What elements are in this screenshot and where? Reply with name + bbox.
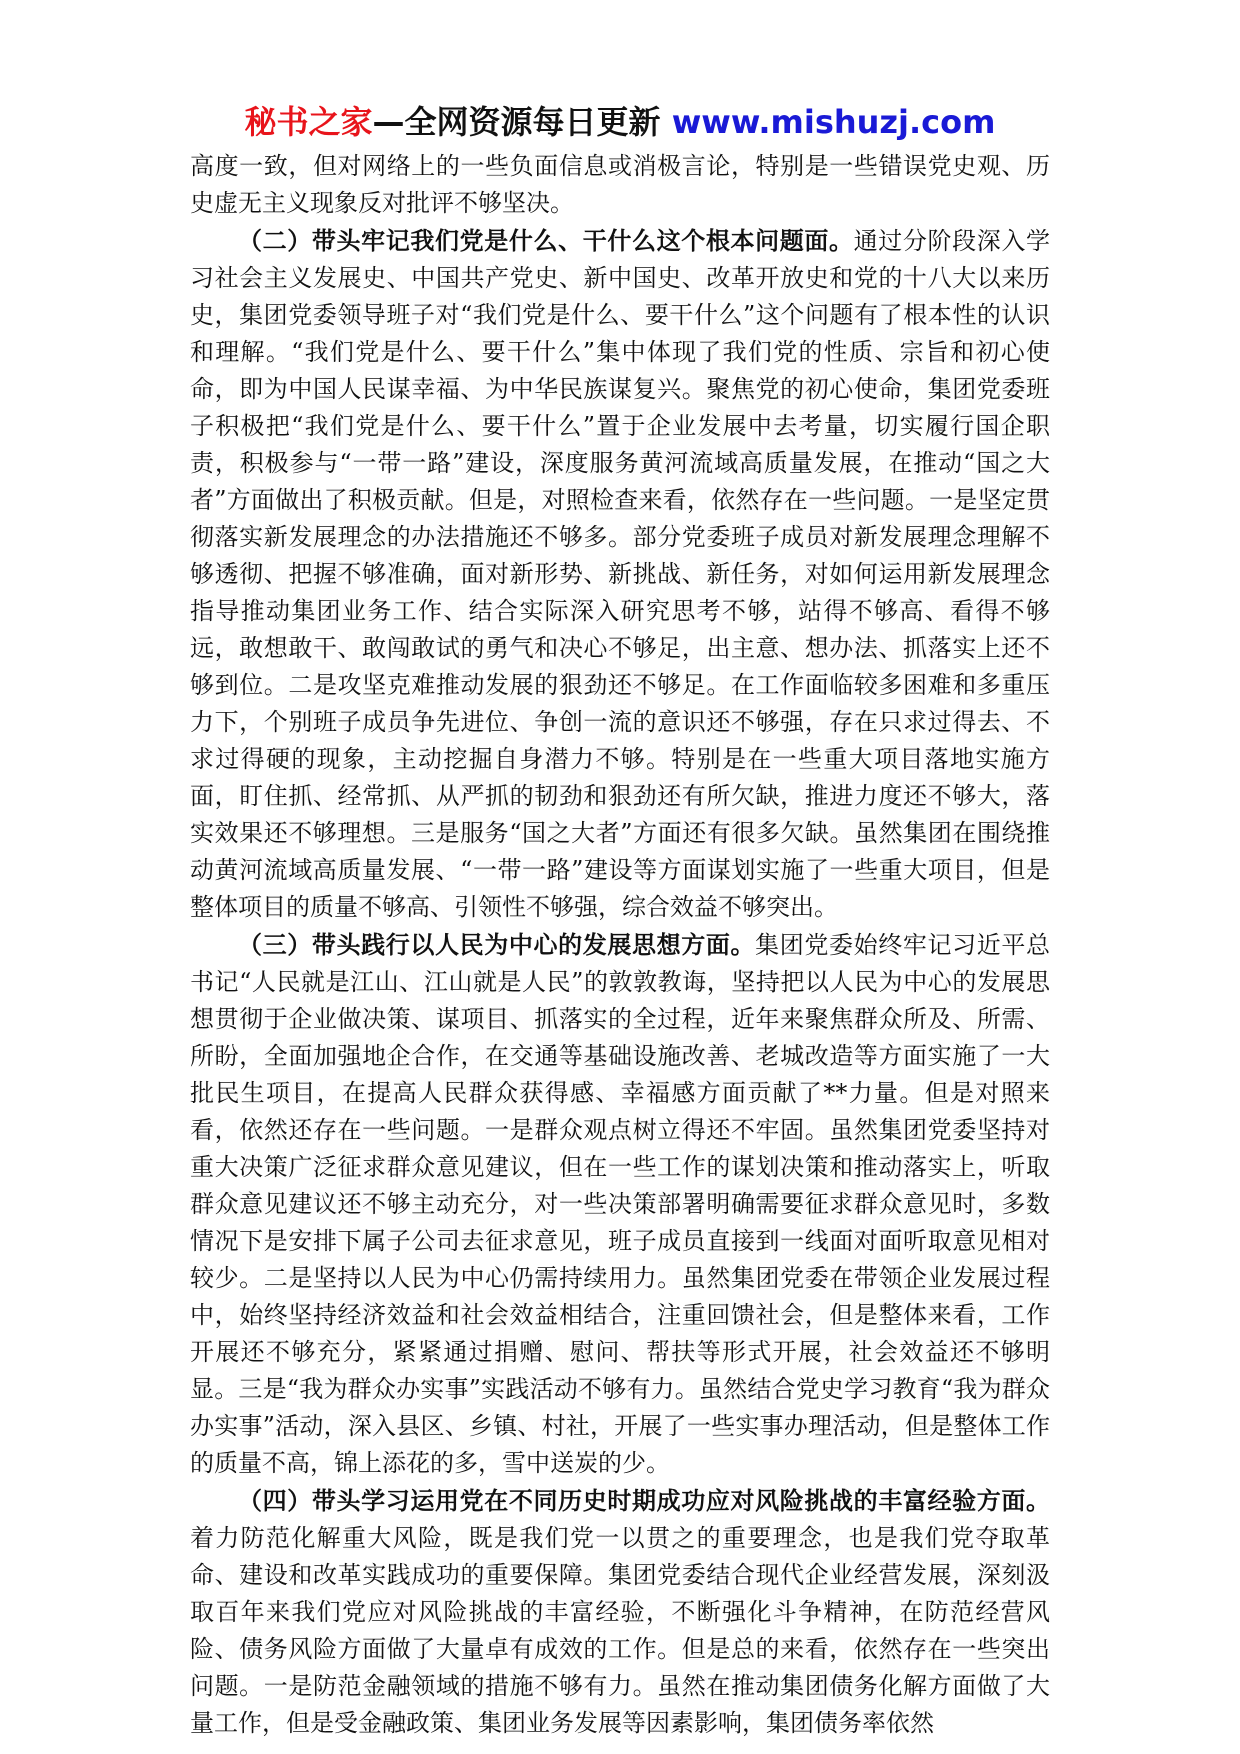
site-url-link[interactable]: www.mishuzj.com — [671, 103, 996, 141]
section-paragraph-4 — [190, 1482, 1050, 1742]
section-paragraph-3 — [190, 926, 1050, 1482]
banner-slogan: —全网资源每日更新 — [372, 103, 672, 141]
paragraph-text: 集团党委始终牢记习近平总书记“人民就是江山、江山就是人民”的敦敦教诲，坚持把以人民为中心的发展思想贯彻于企业做决策、谋项目、抓落实的全过程，近年来聚焦群众所及、所需、所盼，全面加强地企合作，在交通等基础设施改善、老城改造等方面实施了一大批民生项目，在提高人民群众获得感、幸福感方面贡献了**力量。但是对照来看，依然还存在一些问题。一是群众观点树立得还不牢固。虽然集团党委坚持对重大决策广泛征求群众意见建议，但在一些工作的谋划决策和推动落实上，听取群众意见建议还不够主动充分，对一些决策部署明确需要征求群众意见时，多数情况下是安排下属子公司去征求意见，班子成员直接到一线面对面听取意见相对较少。二是坚持以人民为中心仍需持续用力。虽然集团党委在带领企业发展过程中，始终坚持经济效益和社会效益相结合，注重回馈社会，但是整体来看，工作开展还不够充分，紧紧通过捐赠、慰问、帮扶等形式开展，社会效益还不够明显。三是“我为群众办实事”实践活动不够有力。虽然结合党史学习教育“我为群众办实事”活动，深入县区、乡镇、村社，开展了一些实事办理活动，但是整体工作的质量不高，锦上添花的多，雪中送炭的少。 — [190, 931, 1050, 1477]
document-body — [190, 148, 1050, 1742]
paragraph-continuation — [190, 148, 1050, 222]
section-heading: （二）带头牢记我们党是什么、干什么这个根本问题面。 — [238, 226, 854, 255]
section-heading: （四）带头学习运用党在不同历史时期成功应对风险挑战的丰富经验方面。 — [238, 1486, 1050, 1515]
paragraph-text: 着力防范化解重大风险，既是我们党一以贯之的重要理念，也是我们党夺取革命、建设和改革实践成功的重要保障。集团党委结合现代企业经营发展，深刻汲取百年来我们党应对风险挑战的丰富经验，不断强化斗争精神，在防范经营风险、债务风险方面做了大量卓有成效的工作。但是总的来看，依然存在一些突出问题。一是防范金融领域的措施不够有力。虽然在推动集团债务化解方面做了大量工作，但是受金融政策、集团业务发展等因素影响，集团债务率依然 — [190, 1524, 1050, 1737]
paragraph-text: 高度一致，但对网络上的一些负面信息或消极言论，特别是一些错误党史观、历史虚无主义现象反对批评不够坚决。 — [190, 152, 1050, 217]
site-banner — [0, 100, 1240, 144]
paragraph-text: 通过分阶段深入学习社会主义发展史、中国共产党史、新中国史、改革开放史和党的十八大以来历史，集团党委领导班子对“我们党是什么、要干什么”这个问题有了根本性的认识和理解。“我们党是什么、要干什么”集中体现了我们党的性质、宗旨和初心使命，即为中国人民谋幸福、为中华民族谋复兴。聚焦党的初心使命，集团党委班子积极把“我们党是什么、要干什么”置于企业发展中去考量，切实履行国企职责，积极参与“一带一路”建设，深度服务黄河流域高质量发展，在推动“国之大者”方面做出了积极贡献。但是，对照检查来看，依然存在一些问题。一是坚定贯彻落实新发展理念的办法措施还不够多。部分党委班子成员对新发展理念理解不够透彻、把握不够准确，面对新形势、新挑战、新任务，对如何运用新发展理念指导推动集团业务工作、结合实际深入研究思考不够，站得不够高、看得不够远，敢想敢干、敢闯敢试的勇气和决心不够足，出主意、想办法、抓落实上还不够到位。二是攻坚克难推动发展的狠劲还不够足。在工作面临较多困难和多重压力下，个别班子成员争先进位、争创一流的意识还不够强，存在只求过得去、不求过得硬的现象，主动挖掘自身潜力不够。特别是在一些重大项目落地实施方面，盯住抓、经常抓、从严抓的韧劲和狠劲还有所欠缺，推进力度还不够大，落实效果还不够理想。三是服务“国之大者”方面还有很多欠缺。虽然集团在围绕推动黄河流域高质量发展、“一带一路”建设等方面谋划实施了一些重大项目，但是整体项目的质量不够高、引领性不够强，综合效益不够突出。 — [190, 227, 1050, 921]
section-paragraph-2 — [190, 222, 1050, 926]
section-heading: （三）带头践行以人民为中心的发展思想方面。 — [238, 930, 756, 959]
brand-name: 秘书之家 — [244, 103, 373, 141]
